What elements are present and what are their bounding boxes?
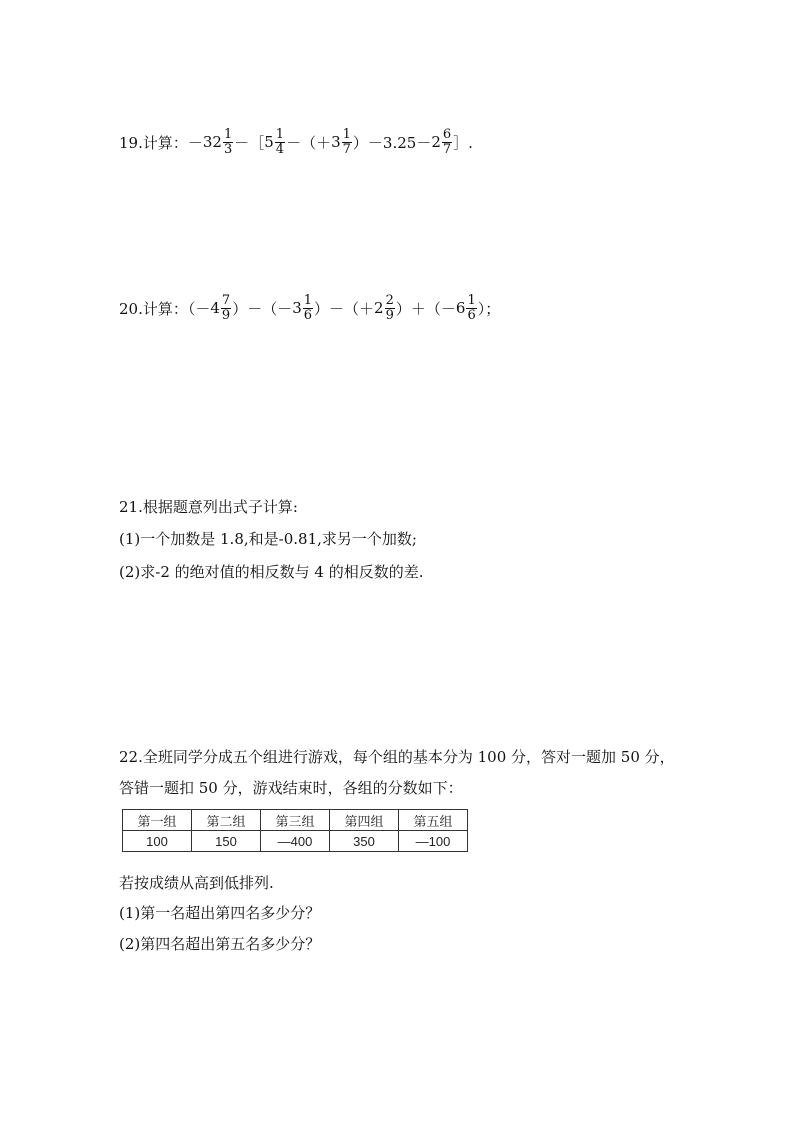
q20-whole-2: 3 [292,299,302,318]
q20-whole-4: 6 [455,299,466,318]
q19-fraction-1 [223,128,233,156]
question-21-title: 21.根据题意列出式子计算: [119,498,298,516]
q20-denominator-1: 9 [221,307,231,323]
table-cell: 100 [123,831,192,852]
q20-mixed-number-4 [456,294,478,322]
q19-mixed-number-2 [264,128,286,156]
table-header-cell: 第三组 [261,810,330,831]
q20-operator-2: ）－（＋ [314,299,375,318]
q19-operator-1: －［ [234,133,265,152]
q19-mixed-number-3 [331,128,353,156]
q19-whole-2: 5 [264,133,274,152]
question-21-part-1: (1)一个加数是 1.8,和是-0.81,求另一个加数; [119,530,417,548]
question-22-line-3: 若按成绩从高到低排列. [119,874,274,892]
q20-denominator-4: 6 [467,307,476,323]
q19-denominator-1: 3 [223,141,233,157]
table-cell: 150 [192,831,261,852]
question-20-expression [119,294,500,322]
q19-numerator-2: 1 [275,127,285,142]
q19-numerator-1: 1 [223,127,233,142]
q20-numerator-1: 7 [221,293,231,308]
q19-whole-1: 32 [202,133,222,152]
q19-numerator-3: 1 [342,127,351,142]
q19-fraction-4 [442,128,452,156]
q20-mixed-number-3 [374,294,396,322]
q19-fraction-3 [342,128,352,156]
group-scores-table [122,809,468,852]
q19-denominator-3: 7 [342,141,351,157]
q20-fraction-3 [385,294,395,322]
table-cell: 350 [330,831,399,852]
question-22-part-2: (2)第四名超出第五名多少分？ [119,935,321,953]
q19-mixed-number-1 [203,128,234,156]
table-header-cell: 第二组 [192,810,261,831]
table-row [123,831,468,852]
q20-numerator-3: 2 [385,293,394,308]
q20-operator-1: ）－（－ [232,299,293,318]
q19-numerator-4: 6 [442,127,452,142]
table-header-row [123,810,468,831]
table-header-cell: 第五组 [399,810,468,831]
q20-numerator-4: 1 [467,293,476,308]
q19-prefix: 19.计算：－ [119,133,203,152]
q20-operator-3: ）＋（－ [395,299,456,318]
q20-suffix: ）； [477,299,501,318]
q20-fraction-2 [303,294,313,322]
question-22-line-2: 答错一题扣 50 分，游戏结束时，各组的分数如下： [119,779,463,797]
q19-fraction-2 [275,128,285,156]
table-header-cell: 第四组 [330,810,399,831]
q20-whole-3: 2 [374,299,384,318]
table-cell: —400 [261,831,330,852]
q20-whole-1: 4 [210,299,220,318]
q19-denominator-4: 7 [442,141,452,157]
q20-denominator-3: 9 [385,307,394,323]
question-22-part-1: (1)第一名超出第四名多少分？ [119,904,321,922]
q20-denominator-2: 6 [303,307,313,323]
q20-mixed-number-2 [292,294,314,322]
q19-whole-4: 2 [431,133,441,152]
q20-prefix: 20.计算：（－ [119,299,211,318]
question-22-line-1: 22.全班同学分成五个组进行游戏，每个组的基本分为 100 分，答对一题加 50 分， [119,748,675,766]
table-header-cell: 第一组 [123,810,192,831]
q20-fraction-1 [221,294,231,322]
q19-denominator-2: 4 [275,141,285,157]
question-19-expression [119,128,473,156]
q20-mixed-number-1 [210,294,232,322]
table-cell: —100 [399,831,468,852]
q19-suffix: ］. [453,133,473,152]
q20-numerator-2: 1 [303,293,313,308]
q19-operator-3: ）－3.25－ [352,133,432,152]
q19-operator-2: －（＋ [286,133,332,152]
q20-fraction-4 [466,294,476,322]
q19-mixed-number-4 [431,128,453,156]
question-21-part-2: (2)求-2 的绝对值的相反数与 4 的相反数的差. [119,563,424,581]
q19-whole-3: 3 [331,133,341,152]
